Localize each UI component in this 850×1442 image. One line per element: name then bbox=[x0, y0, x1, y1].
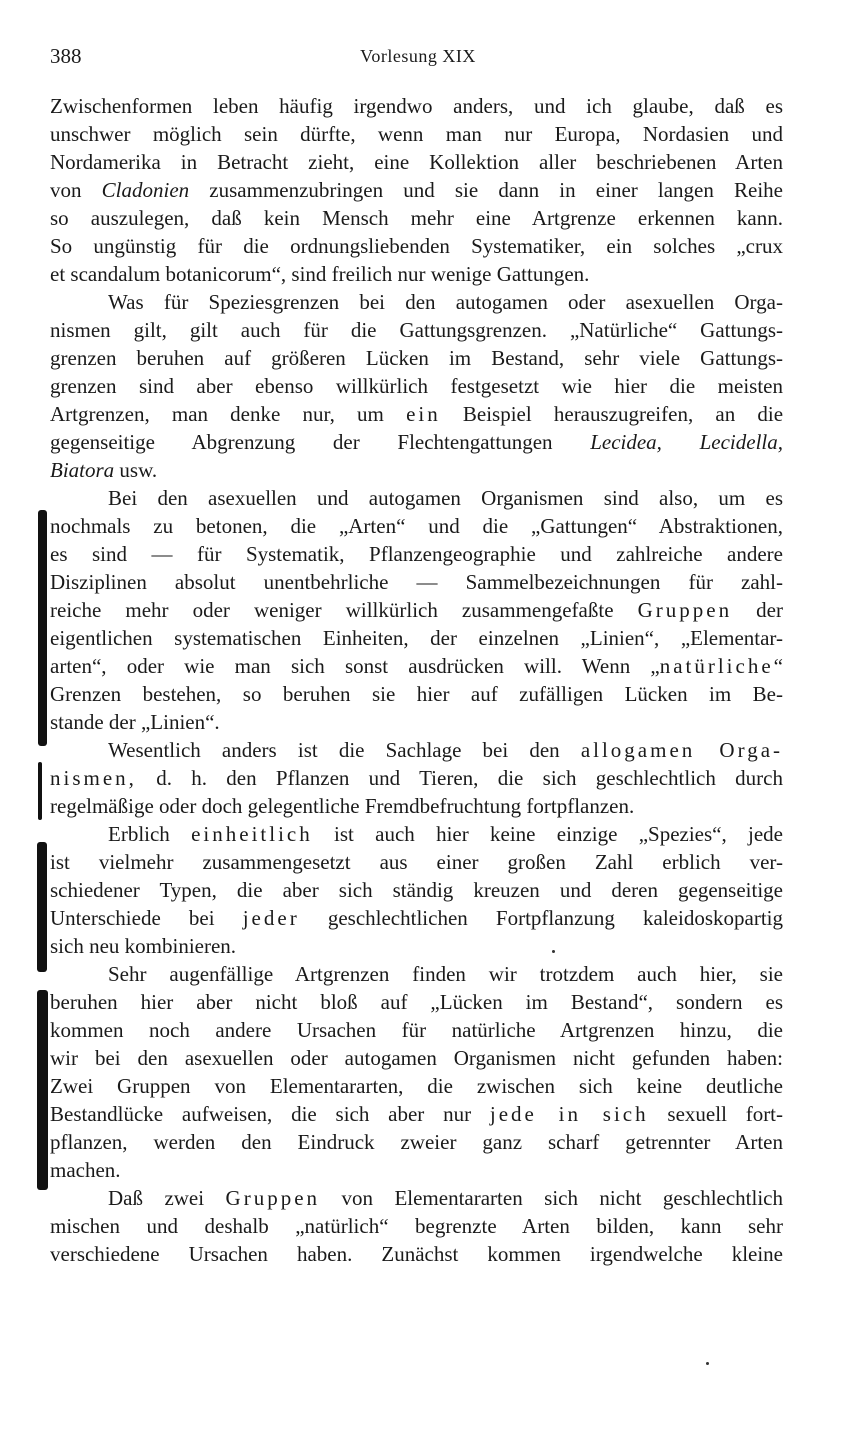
text-segment: Bestandlücke aufweisen, die sich aber nur bbox=[50, 1102, 490, 1126]
italic-term: Lecidea, bbox=[590, 430, 662, 454]
text-line bbox=[50, 92, 783, 120]
text-segment: von Elementararten sich nicht geschlechtlich bbox=[320, 1186, 783, 1210]
text-line bbox=[50, 1240, 783, 1268]
text-segment: “ bbox=[773, 654, 783, 678]
text-line bbox=[50, 1100, 783, 1128]
text-segment: regelmäßige oder doch gelegentliche Fremdbefruchtung fortpflanzen. bbox=[50, 794, 635, 818]
text-segment: beruhen hier aber nicht bloß auf „Lücken im Bestand“, sondern es bbox=[50, 990, 783, 1014]
text-line bbox=[50, 652, 783, 680]
text-line bbox=[50, 428, 783, 456]
text-segment: grenzen beruhen auf größeren Lücken im Bestand, sehr viele Gattungs- bbox=[50, 346, 783, 370]
emphasized-text: natürliche bbox=[659, 654, 774, 678]
text-segment: zusammenzubringen und sie dann in einer langen Reihe bbox=[189, 178, 783, 202]
page-number: 388 bbox=[50, 44, 82, 68]
text-segment: eigentlichen systematischen Einheiten, der einzelnen „Linien“, „Elementar- bbox=[50, 626, 783, 650]
emphasized-text: jede in sich bbox=[489, 1102, 649, 1126]
text-line bbox=[50, 204, 783, 232]
page-header bbox=[50, 44, 786, 74]
text-segment: schiedener Typen, die aber sich ständig kreuzen und deren gegenseitige bbox=[50, 878, 783, 902]
text-line bbox=[50, 820, 783, 848]
text-segment: Daß zwei bbox=[108, 1186, 226, 1210]
text-line bbox=[50, 960, 783, 988]
text-segment bbox=[662, 430, 700, 454]
text-line bbox=[50, 1016, 783, 1044]
italic-term: Cladonien bbox=[101, 178, 190, 202]
text-line bbox=[50, 1128, 783, 1156]
text-segment: machen. bbox=[50, 1158, 121, 1182]
text-segment: et scandalum botanicorum“, sind freilich nur wenige Gattungen. bbox=[50, 262, 590, 286]
text-segment: Bei den asexuellen und autogamen Organismen sind also, um es bbox=[108, 486, 783, 510]
stray-mark bbox=[706, 1362, 709, 1365]
emphasized-text: nismen, bbox=[50, 766, 137, 790]
emphasized-text: allogamen Orga- bbox=[580, 738, 783, 762]
text-line bbox=[50, 876, 783, 904]
text-segment: Beispiel herauszugreifen, an die bbox=[440, 402, 783, 426]
emphasized-text: ein bbox=[406, 402, 441, 426]
text-segment: Nordamerika in Betracht zieht, eine Kollektion aller beschriebenen Arten bbox=[50, 150, 783, 174]
text-line bbox=[50, 932, 783, 960]
text-line bbox=[50, 232, 783, 260]
emphasized-text: einheitlich bbox=[191, 822, 313, 846]
text-line bbox=[50, 792, 783, 820]
text-line bbox=[50, 260, 783, 288]
emphasized-text: Gruppen bbox=[225, 1186, 321, 1210]
text-line bbox=[50, 148, 783, 176]
text-line bbox=[50, 988, 783, 1016]
text-line bbox=[50, 176, 783, 204]
margin-mark-2 bbox=[38, 762, 42, 820]
text-segment: pflanzen, werden den Eindruck zweier ganz scharf getrennter Arten bbox=[50, 1130, 783, 1154]
text-segment: d. h. den Pflanzen und Tieren, die sich geschlechtlich durch bbox=[136, 766, 783, 790]
text-line bbox=[50, 344, 783, 372]
text-segment: Disziplinen absolut unentbehrliche — Sammelbezeichnungen für zahl- bbox=[50, 570, 783, 594]
text-line bbox=[50, 400, 783, 428]
text-segment: unschwer möglich sein dürfte, wenn man nur Europa, Nordasien und bbox=[50, 122, 783, 146]
text-segment: verschiedene Ursachen haben. Zunächst kommen irgendwelche kleine bbox=[50, 1242, 783, 1266]
text-segment: arten“, oder wie man sich sonst ausdrücken will. Wenn „ bbox=[50, 654, 660, 678]
text-segment: Artgrenzen, man denke nur, um bbox=[50, 402, 407, 426]
text-line bbox=[50, 736, 783, 764]
text-line bbox=[50, 288, 783, 316]
margin-mark-3 bbox=[37, 842, 47, 972]
text-segment: Wesentlich anders ist die Sachlage bei den bbox=[108, 738, 581, 762]
text-line bbox=[50, 512, 783, 540]
emphasized-text: jeder bbox=[242, 906, 300, 930]
text-segment: Erblich bbox=[108, 822, 192, 846]
text-segment: sich neu kombinieren. bbox=[50, 934, 237, 958]
text-line bbox=[50, 624, 783, 652]
text-segment: so auszulegen, daß kein Mensch mehr eine Artgrenze erkennen kann. bbox=[50, 206, 783, 230]
text-segment: wir bei den asexuellen oder autogamen Organismen nicht gefunden haben: bbox=[50, 1046, 783, 1070]
text-line bbox=[50, 568, 783, 596]
text-segment: kommen noch andere Ursachen für natürliche Artgrenzen hinzu, die bbox=[50, 1018, 783, 1042]
text-segment: nismen gilt, gilt auch für die Gattungsgrenzen. „Natürliche“ Gattungs- bbox=[50, 318, 783, 342]
text-segment: mischen und deshalb „natürlich“ begrenzte Arten bilden, kann sehr bbox=[50, 1214, 783, 1238]
text-segment: grenzen sind aber ebenso willkürlich festgesetzt wie hier die meisten bbox=[50, 374, 783, 398]
text-line bbox=[50, 680, 783, 708]
text-segment: sexuell fort- bbox=[648, 1102, 783, 1126]
text-line bbox=[50, 120, 783, 148]
running-head: Vorlesung XIX bbox=[360, 46, 476, 66]
margin-mark-1 bbox=[38, 510, 47, 746]
text-segment: nochmals zu betonen, die „Arten“ und die „Gattungen“ Abstraktionen, bbox=[50, 514, 783, 538]
text-line bbox=[50, 764, 783, 792]
text-segment: reiche mehr oder weniger willkürlich zusammengefaßte bbox=[50, 598, 638, 622]
margin-mark-4 bbox=[37, 990, 48, 1190]
italic-term: Lecidella, bbox=[699, 430, 783, 454]
text-segment: es sind — für Systematik, Pflanzengeographie und zahlreiche andere bbox=[50, 542, 783, 566]
text-line bbox=[50, 1044, 783, 1072]
text-segment: ist vielmehr zusammengesetzt aus einer großen Zahl erblich ver- bbox=[50, 850, 783, 874]
text-line bbox=[50, 848, 783, 876]
text-segment: stande der „Linien“. bbox=[50, 710, 220, 734]
emphasized-text: Gruppen bbox=[637, 598, 733, 622]
text-line bbox=[50, 1156, 783, 1184]
text-line bbox=[50, 708, 783, 736]
text-line bbox=[50, 1072, 783, 1100]
text-line bbox=[50, 372, 783, 400]
text-segment: gegenseitige Abgrenzung der Flechtengattungen bbox=[50, 430, 591, 454]
text-line bbox=[50, 596, 783, 624]
text-segment: usw. bbox=[114, 458, 158, 482]
text-line bbox=[50, 484, 783, 512]
text-line bbox=[50, 1212, 783, 1240]
text-line bbox=[50, 1184, 783, 1212]
body-text bbox=[50, 92, 783, 1268]
text-segment: Grenzen bestehen, so beruhen sie hier auf zufälligen Lücken im Be- bbox=[50, 682, 783, 706]
text-segment: Zwei Gruppen von Elementararten, die zwischen sich keine deutliche bbox=[50, 1074, 783, 1098]
text-line bbox=[50, 540, 783, 568]
text-line bbox=[50, 904, 783, 932]
text-segment: Zwischenformen leben häufig irgendwo anders, und ich glaube, daß es bbox=[50, 94, 783, 118]
text-segment: der bbox=[732, 598, 783, 622]
text-segment: Was für Speziesgrenzen bei den autogamen oder asexuellen Orga- bbox=[108, 290, 783, 314]
text-segment: ist auch hier keine einzige „Spezies“, jede bbox=[312, 822, 783, 846]
text-segment: Unterschiede bei bbox=[50, 906, 243, 930]
text-segment: So ungünstig für die ordnungsliebenden Systematiker, ein solches „crux bbox=[50, 234, 783, 258]
text-line bbox=[50, 456, 783, 484]
text-segment: Sehr augenfällige Artgrenzen finden wir trotzdem auch hier, sie bbox=[108, 962, 783, 986]
italic-term: Biatora bbox=[50, 458, 115, 482]
text-segment: von bbox=[50, 178, 102, 202]
text-segment: geschlechtlichen Fortpflanzung kaleidoskopartig bbox=[299, 906, 783, 930]
text-line bbox=[50, 316, 783, 344]
